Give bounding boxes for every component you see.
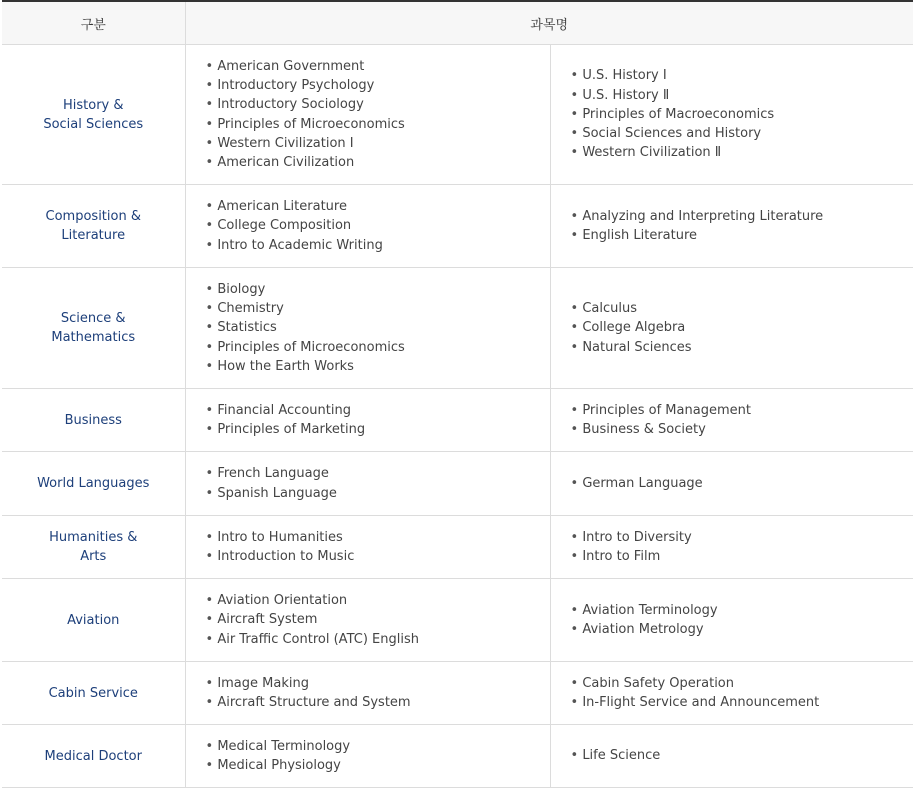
course-cell [550, 725, 913, 788]
course-item: • Cabin Safety Operation [571, 674, 914, 693]
course-item: • Analyzing and Interpreting Literature [571, 207, 914, 226]
course-item: • In-Flight Service and Announcement [571, 693, 914, 712]
course-table-container [2, 0, 915, 788]
course-cell [185, 389, 550, 452]
course-list [571, 66, 914, 162]
course-cell [185, 725, 550, 788]
course-item: • Natural Sciences [571, 338, 914, 357]
table-row [2, 579, 913, 662]
course-item: • Aviation Terminology [571, 601, 914, 620]
course-item: • Air Traffic Control (ATC) English [206, 630, 550, 649]
course-cell [550, 516, 913, 579]
course-cell [550, 389, 913, 452]
course-list [206, 401, 550, 439]
table-row [2, 268, 913, 389]
course-list [206, 528, 550, 566]
course-item: • U.S. History Ⅰ [571, 66, 914, 85]
course-cell [185, 662, 550, 725]
category-cell [2, 389, 185, 452]
table-row [2, 185, 913, 268]
course-item: • Calculus [571, 299, 914, 318]
category-cell [2, 185, 185, 268]
course-list [571, 674, 914, 712]
course-item: • Aircraft Structure and System [206, 693, 550, 712]
course-cell [185, 516, 550, 579]
category-cell [2, 725, 185, 788]
course-list [206, 674, 550, 712]
course-cell [550, 579, 913, 662]
course-item: • Social Sciences and History [571, 124, 914, 143]
course-cell [550, 452, 913, 516]
category-label: Cabin Service [48, 685, 138, 701]
course-cell [550, 268, 913, 389]
category-cell [2, 452, 185, 516]
course-item: • Life Science [571, 746, 914, 765]
table-row [2, 516, 913, 579]
course-list [571, 207, 914, 245]
course-item: • Intro to Film [571, 547, 914, 566]
course-item: • American Government [206, 57, 550, 76]
category-label: Composition & [45, 209, 141, 224]
course-list [571, 401, 914, 439]
course-cell [550, 662, 913, 725]
course-list [206, 197, 550, 255]
course-item: • German Language [571, 474, 914, 493]
header-category: 구분 [2, 1, 185, 45]
course-item: • College Algebra [571, 318, 914, 337]
header-course: 과목명 [185, 1, 913, 45]
course-list [206, 737, 550, 775]
course-item: • English Literature [571, 226, 914, 245]
category-label: Business [64, 412, 122, 428]
category-cell [2, 268, 185, 389]
course-item: • Introductory Sociology [206, 95, 550, 114]
course-item: • Statistics [206, 318, 550, 337]
category-label: Medical Doctor [44, 748, 142, 764]
course-item: • Image Making [206, 674, 550, 693]
table-header-row [2, 1, 913, 45]
course-cell [185, 268, 550, 389]
course-item: • Biology [206, 280, 550, 299]
course-list [571, 601, 914, 639]
course-item: • Medical Physiology [206, 756, 550, 775]
course-list [571, 528, 914, 566]
course-list [206, 57, 550, 172]
course-list [571, 299, 914, 357]
course-cell [185, 45, 550, 185]
course-item: • Introduction to Music [206, 547, 550, 566]
course-item: • Principles of Macroeconomics [571, 105, 914, 124]
course-item: • American Literature [206, 197, 550, 216]
course-item: • Principles of Marketing [206, 420, 550, 439]
course-item: • Principles of Management [571, 401, 914, 420]
category-label: Mathematics [51, 330, 136, 345]
category-label: Literature [61, 228, 126, 243]
table-row [2, 725, 913, 788]
course-item: • Financial Accounting [206, 401, 550, 420]
category-label: Aviation [67, 612, 120, 628]
category-label: Science & [60, 311, 126, 326]
category-cell [2, 45, 185, 185]
table-row [2, 452, 913, 516]
category-label: World Languages [37, 476, 150, 491]
course-item: • How the Earth Works [206, 357, 550, 376]
course-item: • U.S. History Ⅱ [571, 86, 914, 105]
course-cell [550, 185, 913, 268]
course-item: • Aviation Metrology [571, 620, 914, 639]
course-list [571, 474, 914, 493]
category-cell [2, 579, 185, 662]
course-cell [550, 45, 913, 185]
course-list [571, 746, 914, 765]
category-label: Social Sciences [43, 116, 144, 132]
course-item: • Principles of Microeconomics [206, 338, 550, 357]
course-list [206, 591, 550, 649]
category-cell [2, 516, 185, 579]
course-list [206, 464, 550, 502]
course-item: • Medical Terminology [206, 737, 550, 756]
course-item: • Spanish Language [206, 484, 550, 503]
course-item: • French Language [206, 464, 550, 483]
course-item: • Chemistry [206, 299, 550, 318]
course-item: • Intro to Humanities [206, 528, 550, 547]
course-item: • Business & Society [571, 420, 914, 439]
table-row [2, 45, 913, 185]
table-body [2, 45, 913, 788]
course-list [206, 280, 550, 376]
category-cell [2, 662, 185, 725]
category-label: Arts [80, 549, 107, 564]
course-cell [185, 452, 550, 516]
course-item: • Principles of Microeconomics [206, 115, 550, 134]
course-table [2, 0, 913, 788]
category-label: History & [62, 97, 124, 113]
table-row [2, 662, 913, 725]
course-item: • Introductory Psychology [206, 76, 550, 95]
course-item: • Intro to Diversity [571, 528, 914, 547]
course-item: • American Civilization [206, 153, 550, 172]
course-item: • Western Civilization Ⅰ [206, 134, 550, 153]
course-cell [185, 579, 550, 662]
course-item: • Intro to Academic Writing [206, 236, 550, 255]
course-cell [185, 185, 550, 268]
course-item: • Western Civilization Ⅱ [571, 143, 914, 162]
course-item: • College Composition [206, 216, 550, 235]
course-item: • Aircraft System [206, 610, 550, 629]
course-item: • Aviation Orientation [206, 591, 550, 610]
category-label: Humanities & [49, 530, 138, 545]
table-row [2, 389, 913, 452]
